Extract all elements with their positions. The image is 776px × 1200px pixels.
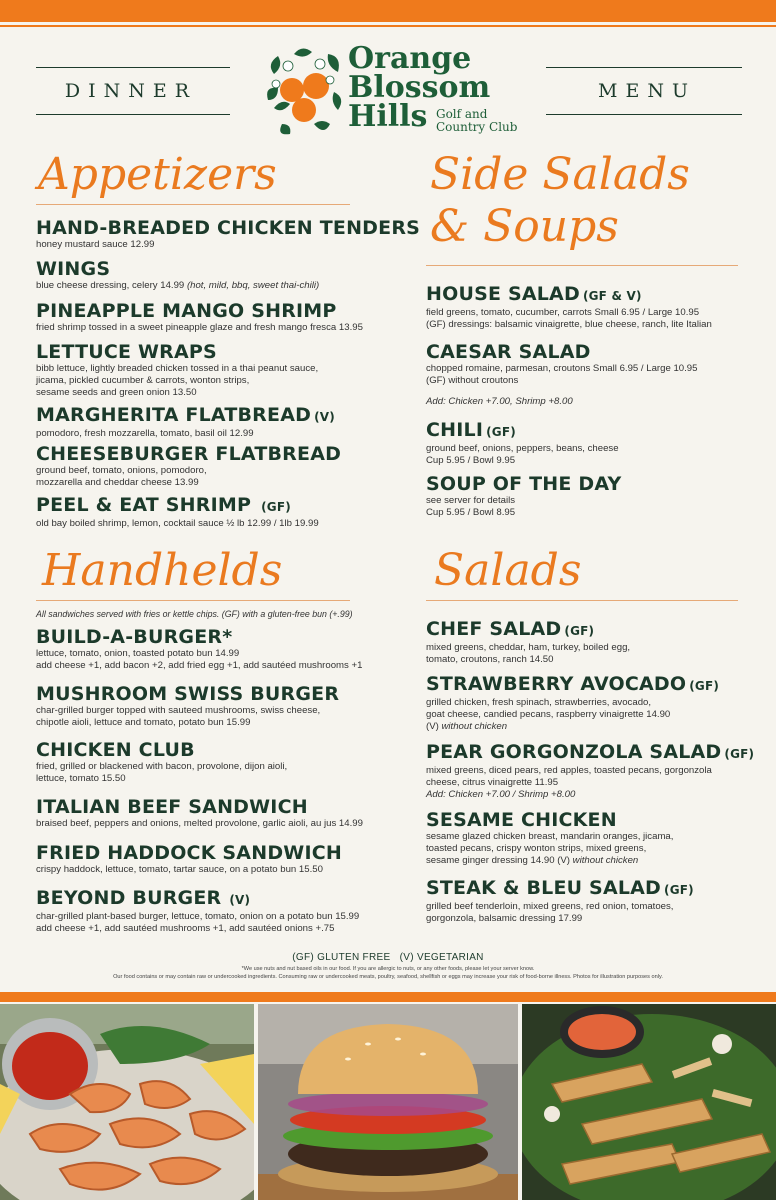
gluten-free-tag: (GF)	[664, 883, 694, 897]
menu-item	[426, 674, 719, 733]
vegetarian-tag: (V)	[314, 410, 335, 424]
soups-title: & Soups	[430, 201, 619, 252]
item-description: braised beef, peppers and onions, melted provolone, garlic aioli, au jus 14.99	[36, 818, 363, 829]
item-description: mixed greens, diced pears, red apples, toasted pecans, gorgonzola	[426, 765, 712, 776]
item-description: mozzarella and cheddar cheese 13.99	[36, 477, 199, 488]
item-description: grilled chicken, fresh spinach, strawberries, avocado,	[426, 697, 652, 708]
item-name: FRIED HADDOCK SANDWICH	[36, 842, 342, 864]
item-name: WINGS	[36, 258, 111, 280]
item-description: pomodoro, fresh mozzarella, tomato, basil oil 12.99	[36, 428, 254, 439]
item-description: ground beef, onions, peppers, beans, cheese	[426, 443, 619, 454]
logo-subtitle	[436, 108, 517, 134]
item-description: gorgonzola, balsamic dressing 17.99	[426, 913, 583, 924]
gluten-free-tag: (GF)	[486, 425, 516, 439]
menu-item	[36, 301, 363, 334]
header-rule	[546, 67, 742, 68]
item-description: (GF) without croutons	[426, 375, 519, 386]
item-name: HAND-BREADED CHICKEN TENDERS	[36, 217, 421, 239]
item-name	[426, 619, 630, 642]
item-description: old bay boiled shrimp, lemon, cocktail sauce ½ lb 12.99 / 1lb 19.99	[36, 518, 319, 529]
menu-item	[36, 684, 339, 729]
logo-line: Blossom	[348, 70, 491, 105]
header-rule	[546, 114, 742, 115]
diet-tag: (GF & V)	[582, 289, 642, 303]
menu-item	[36, 740, 287, 785]
menu-item	[36, 342, 318, 399]
item-name: PINEAPPLE MANGO SHRIMP	[36, 300, 337, 322]
item-description: char-grilled burger topped with sauteed mushrooms, swiss cheese,	[36, 705, 321, 716]
item-add-on: Add: Chicken +7.00, Shrimp +8.00	[426, 396, 573, 407]
diet-legend: (GF) GLUTEN FREE (V) VEGETARIAN	[292, 952, 484, 963]
item-vegetarian-note	[426, 721, 719, 733]
menu-item	[426, 284, 712, 331]
item-name	[36, 888, 359, 911]
item-name-text: HOUSE SALAD	[426, 283, 580, 305]
vegetarian-note-text: without chicken	[572, 855, 639, 866]
item-description: toasted pecans, crispy wonton strips, mixed greens,	[426, 843, 647, 854]
item-options: (hot, mild, bbq, sweet thai-chili)	[186, 280, 320, 291]
section-rule	[426, 265, 738, 266]
item-description: bibb lettuce, lightly breaded chicken tossed in a thai peanut sauce,	[36, 363, 319, 374]
menu-item	[36, 843, 342, 876]
section-rule	[426, 600, 738, 601]
item-description: field greens, tomato, cucumber, carrots Small 6.95 / Large 10.95	[426, 307, 700, 318]
bottom-orange-bar	[0, 992, 776, 1002]
gluten-free-tag: (GF)	[261, 500, 291, 514]
item-description: add cheese +1, add sautéed mushrooms +1, add sautéed onions +.75	[36, 923, 335, 934]
item-name: CAESAR SALAD	[426, 341, 591, 363]
item-description: chopped romaine, parmesan, croutons Small 6.95 / Large 10.95	[426, 363, 698, 374]
item-description: fried, grilled or blackened with bacon, provolone, dijon aioli,	[36, 761, 288, 772]
section-rule	[36, 600, 350, 601]
top-orange-line	[0, 25, 776, 27]
item-name: CHICKEN CLUB	[36, 739, 195, 761]
menu-item	[426, 619, 630, 666]
menu-item	[36, 797, 363, 830]
shrimp-photo	[0, 1004, 254, 1200]
item-name-text: STEAK & BLEU SALAD	[426, 877, 662, 899]
item-name: BUILD-A-BURGER*	[36, 626, 233, 648]
menu-item	[426, 878, 694, 925]
item-name	[426, 674, 719, 697]
item-description: grilled beef tenderloin, mixed greens, red onion, tomatoes,	[426, 901, 674, 912]
item-description: chipotle aioli, lettuce and tomato, potato bun 15.99	[36, 717, 251, 728]
menu-item	[36, 218, 420, 251]
item-description: ground beef, tomato, onions, pomodoro,	[36, 465, 207, 476]
item-description-text: blue cheese dressing, celery 14.99	[36, 280, 185, 291]
item-name-text: MARGHERITA FLATBREAD	[36, 404, 312, 426]
item-description: goat cheese, candied pecans, raspberry vinaigrette 14.90	[426, 709, 671, 720]
salads-title: Salads	[434, 545, 582, 596]
item-name	[36, 405, 335, 428]
item-name: ITALIAN BEEF SANDWICH	[36, 796, 308, 818]
dinner-heading: DINNER	[64, 80, 198, 102]
menu-item	[36, 627, 362, 672]
vegetarian-tag: (V)	[426, 721, 439, 732]
logo-sub-line: Golf and	[436, 107, 488, 121]
item-name-text: STRAWBERRY AVOCADO	[426, 673, 687, 695]
sesame-chicken-salad-photo	[522, 1004, 776, 1200]
item-name: MUSHROOM SWISS BURGER	[36, 683, 340, 705]
item-name-text: PEAR GORGONZOLA SALAD	[426, 741, 722, 763]
vegetarian-note-text: without chicken	[441, 721, 508, 732]
item-description: cheese, citrus vinaigrette 11.95	[426, 777, 559, 788]
handhelds-note: All sandwiches served with fries or kettle chips. (GF) with a gluten-free bun (+.99)	[36, 609, 353, 619]
menu-item	[36, 888, 359, 935]
item-name: SOUP OF THE DAY	[426, 473, 622, 495]
raw-food-notice: Our food contains or may contain raw or undercooked ingredients. Consuming raw or undercooked meats, poultry, seafood, shellfish or eggs may increase your risk of food-borne illness. Photos for illustration purposes only.	[113, 974, 663, 980]
vegetarian-tag: (V)	[229, 893, 251, 907]
menu-heading: MENU	[598, 80, 696, 102]
header-rule	[36, 67, 230, 68]
top-orange-bar	[0, 0, 776, 22]
allergy-notice: *We use nuts and nut based oils in our food. If you are allergic to nuts, or any other foods, please let your server know.	[241, 966, 535, 972]
item-description: sesame seeds and green onion 13.50	[36, 387, 197, 398]
item-description: add cheese +1, add bacon +2, add fried egg +1, add sautéed mushrooms +1	[36, 660, 363, 671]
item-description: lettuce, tomato 15.50	[36, 773, 126, 784]
item-description	[36, 280, 319, 292]
section-rule	[36, 204, 350, 205]
item-description: fried shrimp tossed in a sweet pineapple glaze and fresh mango fresca 13.95	[36, 322, 363, 333]
menu-item	[36, 259, 319, 292]
item-description: Cup 5.95 / Bowl 8.95	[426, 507, 516, 518]
gluten-free-tag: (GF)	[564, 624, 595, 638]
side-salads-title: Side Salads	[430, 149, 690, 200]
gluten-free-tag: (GF)	[724, 747, 755, 761]
menu-item	[426, 420, 619, 467]
item-description: crispy haddock, lettuce, tomato, tartar sauce, on a potato bun 15.50	[36, 864, 323, 875]
item-name-text: BEYOND BURGER	[36, 887, 222, 909]
gluten-free-tag: (GF)	[689, 679, 720, 693]
burger-photo	[258, 1004, 518, 1200]
item-description: jicama, pickled cucumber & carrots, wonton strips,	[36, 375, 250, 386]
appetizers-title: Appetizers	[38, 149, 277, 200]
handhelds-title: Handhelds	[42, 545, 283, 596]
item-name	[426, 742, 754, 765]
menu-item	[426, 810, 673, 867]
vegetarian-tag: (V)	[557, 855, 570, 866]
menu-item	[426, 474, 621, 519]
item-description: see server for details	[426, 495, 516, 506]
item-description: Cup 5.95 / Bowl 9.95	[426, 455, 516, 466]
item-description: honey mustard sauce 12.99	[36, 239, 155, 250]
item-description-text: sesame ginger dressing 14.90	[426, 855, 555, 866]
item-name: SESAME CHICKEN	[426, 809, 617, 831]
item-name	[426, 284, 712, 307]
item-description: (GF) dressings: balsamic vinaigrette, blue cheese, ranch, lite Italian	[426, 319, 712, 330]
logo-line: Orange	[348, 41, 472, 76]
item-name-text: PEEL & EAT SHRIMP	[36, 494, 252, 516]
item-description	[426, 855, 673, 867]
item-add-on: Add: Chicken +7.00 / Shrimp +8.00	[426, 789, 576, 800]
item-description: mixed greens, cheddar, ham, turkey, boiled egg,	[426, 642, 631, 653]
item-name	[426, 420, 619, 443]
orange-blossom-logo-icon	[264, 44, 346, 143]
menu-item	[426, 742, 754, 801]
item-name	[426, 878, 694, 901]
item-name: LETTUCE WRAPS	[36, 341, 217, 363]
menu-item	[36, 444, 341, 489]
menu-item	[36, 495, 319, 530]
item-name: CHEESEBURGER FLATBREAD	[36, 443, 342, 465]
menu-item	[426, 342, 697, 408]
item-description: char-grilled plant-based burger, lettuce, tomato, onion on a potato bun 15.99	[36, 911, 360, 922]
item-description: tomato, croutons, ranch 14.50	[426, 654, 554, 665]
item-name-text: CHILI	[426, 419, 484, 441]
item-name-text: CHEF SALAD	[426, 618, 562, 640]
item-name	[36, 495, 319, 518]
item-description: sesame glazed chicken breast, mandarin oranges, jicama,	[426, 831, 674, 842]
menu-item	[36, 405, 335, 440]
logo-sub-line: Country Club	[436, 120, 518, 134]
header-rule	[36, 114, 230, 115]
item-description: lettuce, tomato, onion, toasted potato bun 14.99	[36, 648, 240, 659]
logo-line: Hills	[348, 99, 428, 134]
